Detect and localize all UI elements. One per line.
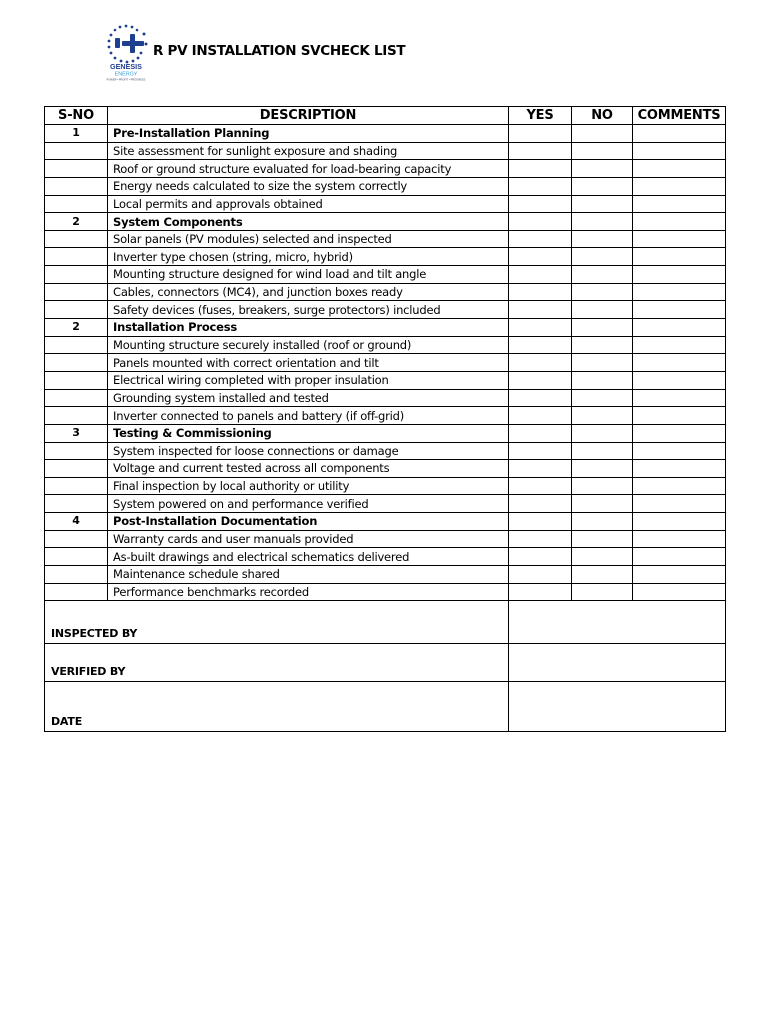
yes-header: YES xyxy=(509,107,572,125)
checklist-row xyxy=(45,477,726,495)
no-cell[interactable] xyxy=(572,336,633,354)
logo-name: GENESIS xyxy=(110,62,142,71)
comments-header: COMMENTS xyxy=(633,107,726,125)
yes-cell[interactable] xyxy=(509,301,572,319)
yes-cell[interactable] xyxy=(509,354,572,372)
yes-cell[interactable] xyxy=(509,142,572,160)
company-logo xyxy=(102,22,154,84)
signoff-row xyxy=(45,644,726,682)
sno-cell xyxy=(45,389,108,407)
sno-cell xyxy=(45,301,108,319)
header-row xyxy=(45,107,726,125)
yes-cell[interactable] xyxy=(509,407,572,425)
comments-cell[interactable] xyxy=(633,336,726,354)
checklist-row xyxy=(45,442,726,460)
checklist-row xyxy=(45,177,726,195)
comments-cell[interactable] xyxy=(633,424,726,442)
yes-cell[interactable] xyxy=(509,495,572,513)
checklist-row xyxy=(45,566,726,584)
comments-cell[interactable] xyxy=(633,548,726,566)
sno-cell xyxy=(45,442,108,460)
signoff-label: VERIFIED BY xyxy=(45,644,509,682)
sno-cell xyxy=(45,160,108,178)
section-row xyxy=(45,319,726,337)
sno-cell xyxy=(45,336,108,354)
checklist-row xyxy=(45,142,726,160)
sno-cell: 4 xyxy=(45,513,108,531)
sno-cell xyxy=(45,142,108,160)
checklist-row xyxy=(45,336,726,354)
description-cell: Energy needs calculated to size the system correctly xyxy=(108,177,509,195)
no-cell[interactable] xyxy=(572,460,633,478)
checklist-row xyxy=(45,583,726,601)
comments-cell[interactable] xyxy=(633,195,726,213)
comments-cell[interactable] xyxy=(633,177,726,195)
comments-cell[interactable] xyxy=(633,160,726,178)
description-cell: Installation Process xyxy=(108,319,509,337)
description-cell: Grounding system installed and tested xyxy=(108,389,509,407)
description-cell: Mounting structure securely installed (roof or ground) xyxy=(108,336,509,354)
sno-cell xyxy=(45,495,108,513)
yes-cell[interactable] xyxy=(509,248,572,266)
description-cell: Solar panels (PV modules) selected and inspected xyxy=(108,230,509,248)
comments-cell[interactable] xyxy=(633,477,726,495)
description-cell: System powered on and performance verified xyxy=(108,495,509,513)
no-cell[interactable] xyxy=(572,213,633,231)
description-cell: Electrical wiring completed with proper insulation xyxy=(108,371,509,389)
no-cell[interactable] xyxy=(572,301,633,319)
logo-subname: ENERGY xyxy=(114,71,138,78)
sno-cell xyxy=(45,583,108,601)
signoff-field[interactable] xyxy=(509,682,726,732)
yes-cell[interactable] xyxy=(509,566,572,584)
comments-cell[interactable] xyxy=(633,230,726,248)
no-cell[interactable] xyxy=(572,407,633,425)
description-cell: As-built drawings and electrical schematics delivered xyxy=(108,548,509,566)
yes-cell[interactable] xyxy=(509,177,572,195)
no-cell[interactable] xyxy=(572,266,633,284)
section-row xyxy=(45,424,726,442)
yes-cell[interactable] xyxy=(509,213,572,231)
sno-cell xyxy=(45,460,108,478)
checklist-row xyxy=(45,160,726,178)
yes-cell[interactable] xyxy=(509,477,572,495)
no-cell[interactable] xyxy=(572,195,633,213)
description-cell: Safety devices (fuses, breakers, surge protectors) included xyxy=(108,301,509,319)
checklist-row xyxy=(45,495,726,513)
comments-cell[interactable] xyxy=(633,566,726,584)
no-cell[interactable] xyxy=(572,424,633,442)
no-cell[interactable] xyxy=(572,583,633,601)
no-cell[interactable] xyxy=(572,230,633,248)
comments-cell[interactable] xyxy=(633,213,726,231)
signoff-row xyxy=(45,682,726,732)
yes-cell[interactable] xyxy=(509,513,572,531)
description-cell: Site assessment for sunlight exposure and shading xyxy=(108,142,509,160)
section-row xyxy=(45,513,726,531)
signoff-field[interactable] xyxy=(509,601,726,644)
sno-cell xyxy=(45,266,108,284)
no-cell[interactable] xyxy=(572,354,633,372)
checklist-row xyxy=(45,195,726,213)
description-cell: Local permits and approvals obtained xyxy=(108,195,509,213)
sno-cell xyxy=(45,548,108,566)
comments-cell[interactable] xyxy=(633,142,726,160)
section-row xyxy=(45,213,726,231)
description-cell: System inspected for loose connections or damage xyxy=(108,442,509,460)
description-cell: Roof or ground structure evaluated for load-bearing capacity xyxy=(108,160,509,178)
comments-cell[interactable] xyxy=(633,583,726,601)
description-cell: Warranty cards and user manuals provided xyxy=(108,530,509,548)
sno-cell xyxy=(45,195,108,213)
logo-tagline: POWER • PROFIT • PROGRESS xyxy=(106,78,146,82)
checklist-row xyxy=(45,301,726,319)
yes-cell[interactable] xyxy=(509,583,572,601)
sno-header: S-NO xyxy=(45,107,108,125)
no-cell[interactable] xyxy=(572,160,633,178)
comments-cell[interactable] xyxy=(633,319,726,337)
yes-cell[interactable] xyxy=(509,230,572,248)
description-cell: Final inspection by local authority or utility xyxy=(108,477,509,495)
no-cell[interactable] xyxy=(572,442,633,460)
comments-cell[interactable] xyxy=(633,125,726,143)
sno-cell xyxy=(45,407,108,425)
checklist-row xyxy=(45,266,726,284)
checklist-row xyxy=(45,460,726,478)
yes-cell[interactable] xyxy=(509,389,572,407)
sno-cell: 2 xyxy=(45,319,108,337)
checklist-row xyxy=(45,230,726,248)
description-cell: Pre-Installation Planning xyxy=(108,125,509,143)
no-cell[interactable] xyxy=(572,371,633,389)
comments-cell[interactable] xyxy=(633,283,726,301)
sno-cell xyxy=(45,566,108,584)
sno-cell xyxy=(45,177,108,195)
comments-cell[interactable] xyxy=(633,301,726,319)
checklist-row xyxy=(45,371,726,389)
sno-cell xyxy=(45,477,108,495)
yes-cell[interactable] xyxy=(509,283,572,301)
document-title: R PV INSTALLATION SVCHECK LIST xyxy=(153,43,406,59)
yes-cell[interactable] xyxy=(509,336,572,354)
no-cell[interactable] xyxy=(572,566,633,584)
yes-cell[interactable] xyxy=(509,530,572,548)
no-cell[interactable] xyxy=(572,283,633,301)
no-cell[interactable] xyxy=(572,513,633,531)
comments-cell[interactable] xyxy=(633,513,726,531)
yes-cell[interactable] xyxy=(509,319,572,337)
description-cell: Inverter connected to panels and battery (if off-grid) xyxy=(108,407,509,425)
comments-cell[interactable] xyxy=(633,460,726,478)
no-cell[interactable] xyxy=(572,530,633,548)
description-cell: Cables, connectors (MC4), and junction boxes ready xyxy=(108,283,509,301)
checklist-row xyxy=(45,548,726,566)
checklist-table xyxy=(44,106,726,732)
sno-cell: 3 xyxy=(45,424,108,442)
sno-cell xyxy=(45,354,108,372)
sno-cell xyxy=(45,530,108,548)
checklist-row xyxy=(45,283,726,301)
comments-cell[interactable] xyxy=(633,389,726,407)
no-cell[interactable] xyxy=(572,389,633,407)
yes-cell[interactable] xyxy=(509,424,572,442)
checklist-row xyxy=(45,354,726,372)
description-cell: Maintenance schedule shared xyxy=(108,566,509,584)
yes-cell[interactable] xyxy=(509,442,572,460)
yes-cell[interactable] xyxy=(509,266,572,284)
yes-cell[interactable] xyxy=(509,460,572,478)
signoff-row xyxy=(45,601,726,644)
no-cell[interactable] xyxy=(572,248,633,266)
no-cell[interactable] xyxy=(572,319,633,337)
sno-cell: 2 xyxy=(45,213,108,231)
description-header: DESCRIPTION xyxy=(108,107,509,125)
description-cell: Testing & Commissioning xyxy=(108,424,509,442)
comments-cell[interactable] xyxy=(633,248,726,266)
description-cell: Inverter type chosen (string, micro, hybrid) xyxy=(108,248,509,266)
no-cell[interactable] xyxy=(572,548,633,566)
signoff-label: INSPECTED BY xyxy=(45,601,509,644)
yes-cell[interactable] xyxy=(509,548,572,566)
no-cell[interactable] xyxy=(572,142,633,160)
sno-cell xyxy=(45,230,108,248)
signoff-field[interactable] xyxy=(509,644,726,682)
comments-cell[interactable] xyxy=(633,354,726,372)
checklist-row xyxy=(45,407,726,425)
no-cell[interactable] xyxy=(572,477,633,495)
yes-cell[interactable] xyxy=(509,160,572,178)
no-cell[interactable] xyxy=(572,125,633,143)
sno-cell xyxy=(45,248,108,266)
sno-cell xyxy=(45,283,108,301)
checklist-row xyxy=(45,530,726,548)
section-row xyxy=(45,125,726,143)
yes-cell[interactable] xyxy=(509,125,572,143)
checklist-row xyxy=(45,389,726,407)
comments-cell[interactable] xyxy=(633,442,726,460)
no-cell[interactable] xyxy=(572,177,633,195)
comments-cell[interactable] xyxy=(633,407,726,425)
comments-cell[interactable] xyxy=(633,495,726,513)
comments-cell[interactable] xyxy=(633,371,726,389)
description-cell: Voltage and current tested across all components xyxy=(108,460,509,478)
comments-cell[interactable] xyxy=(633,266,726,284)
signoff-label: DATE xyxy=(45,682,509,732)
sno-cell xyxy=(45,371,108,389)
description-cell: Post-Installation Documentation xyxy=(108,513,509,531)
description-cell: System Components xyxy=(108,213,509,231)
sno-cell: 1 xyxy=(45,125,108,143)
yes-cell[interactable] xyxy=(509,195,572,213)
no-cell[interactable] xyxy=(572,495,633,513)
yes-cell[interactable] xyxy=(509,371,572,389)
comments-cell[interactable] xyxy=(633,530,726,548)
no-header: NO xyxy=(572,107,633,125)
checklist-row xyxy=(45,248,726,266)
description-cell: Performance benchmarks recorded xyxy=(108,583,509,601)
description-cell: Mounting structure designed for wind load and tilt angle xyxy=(108,266,509,284)
description-cell: Panels mounted with correct orientation and tilt xyxy=(108,354,509,372)
